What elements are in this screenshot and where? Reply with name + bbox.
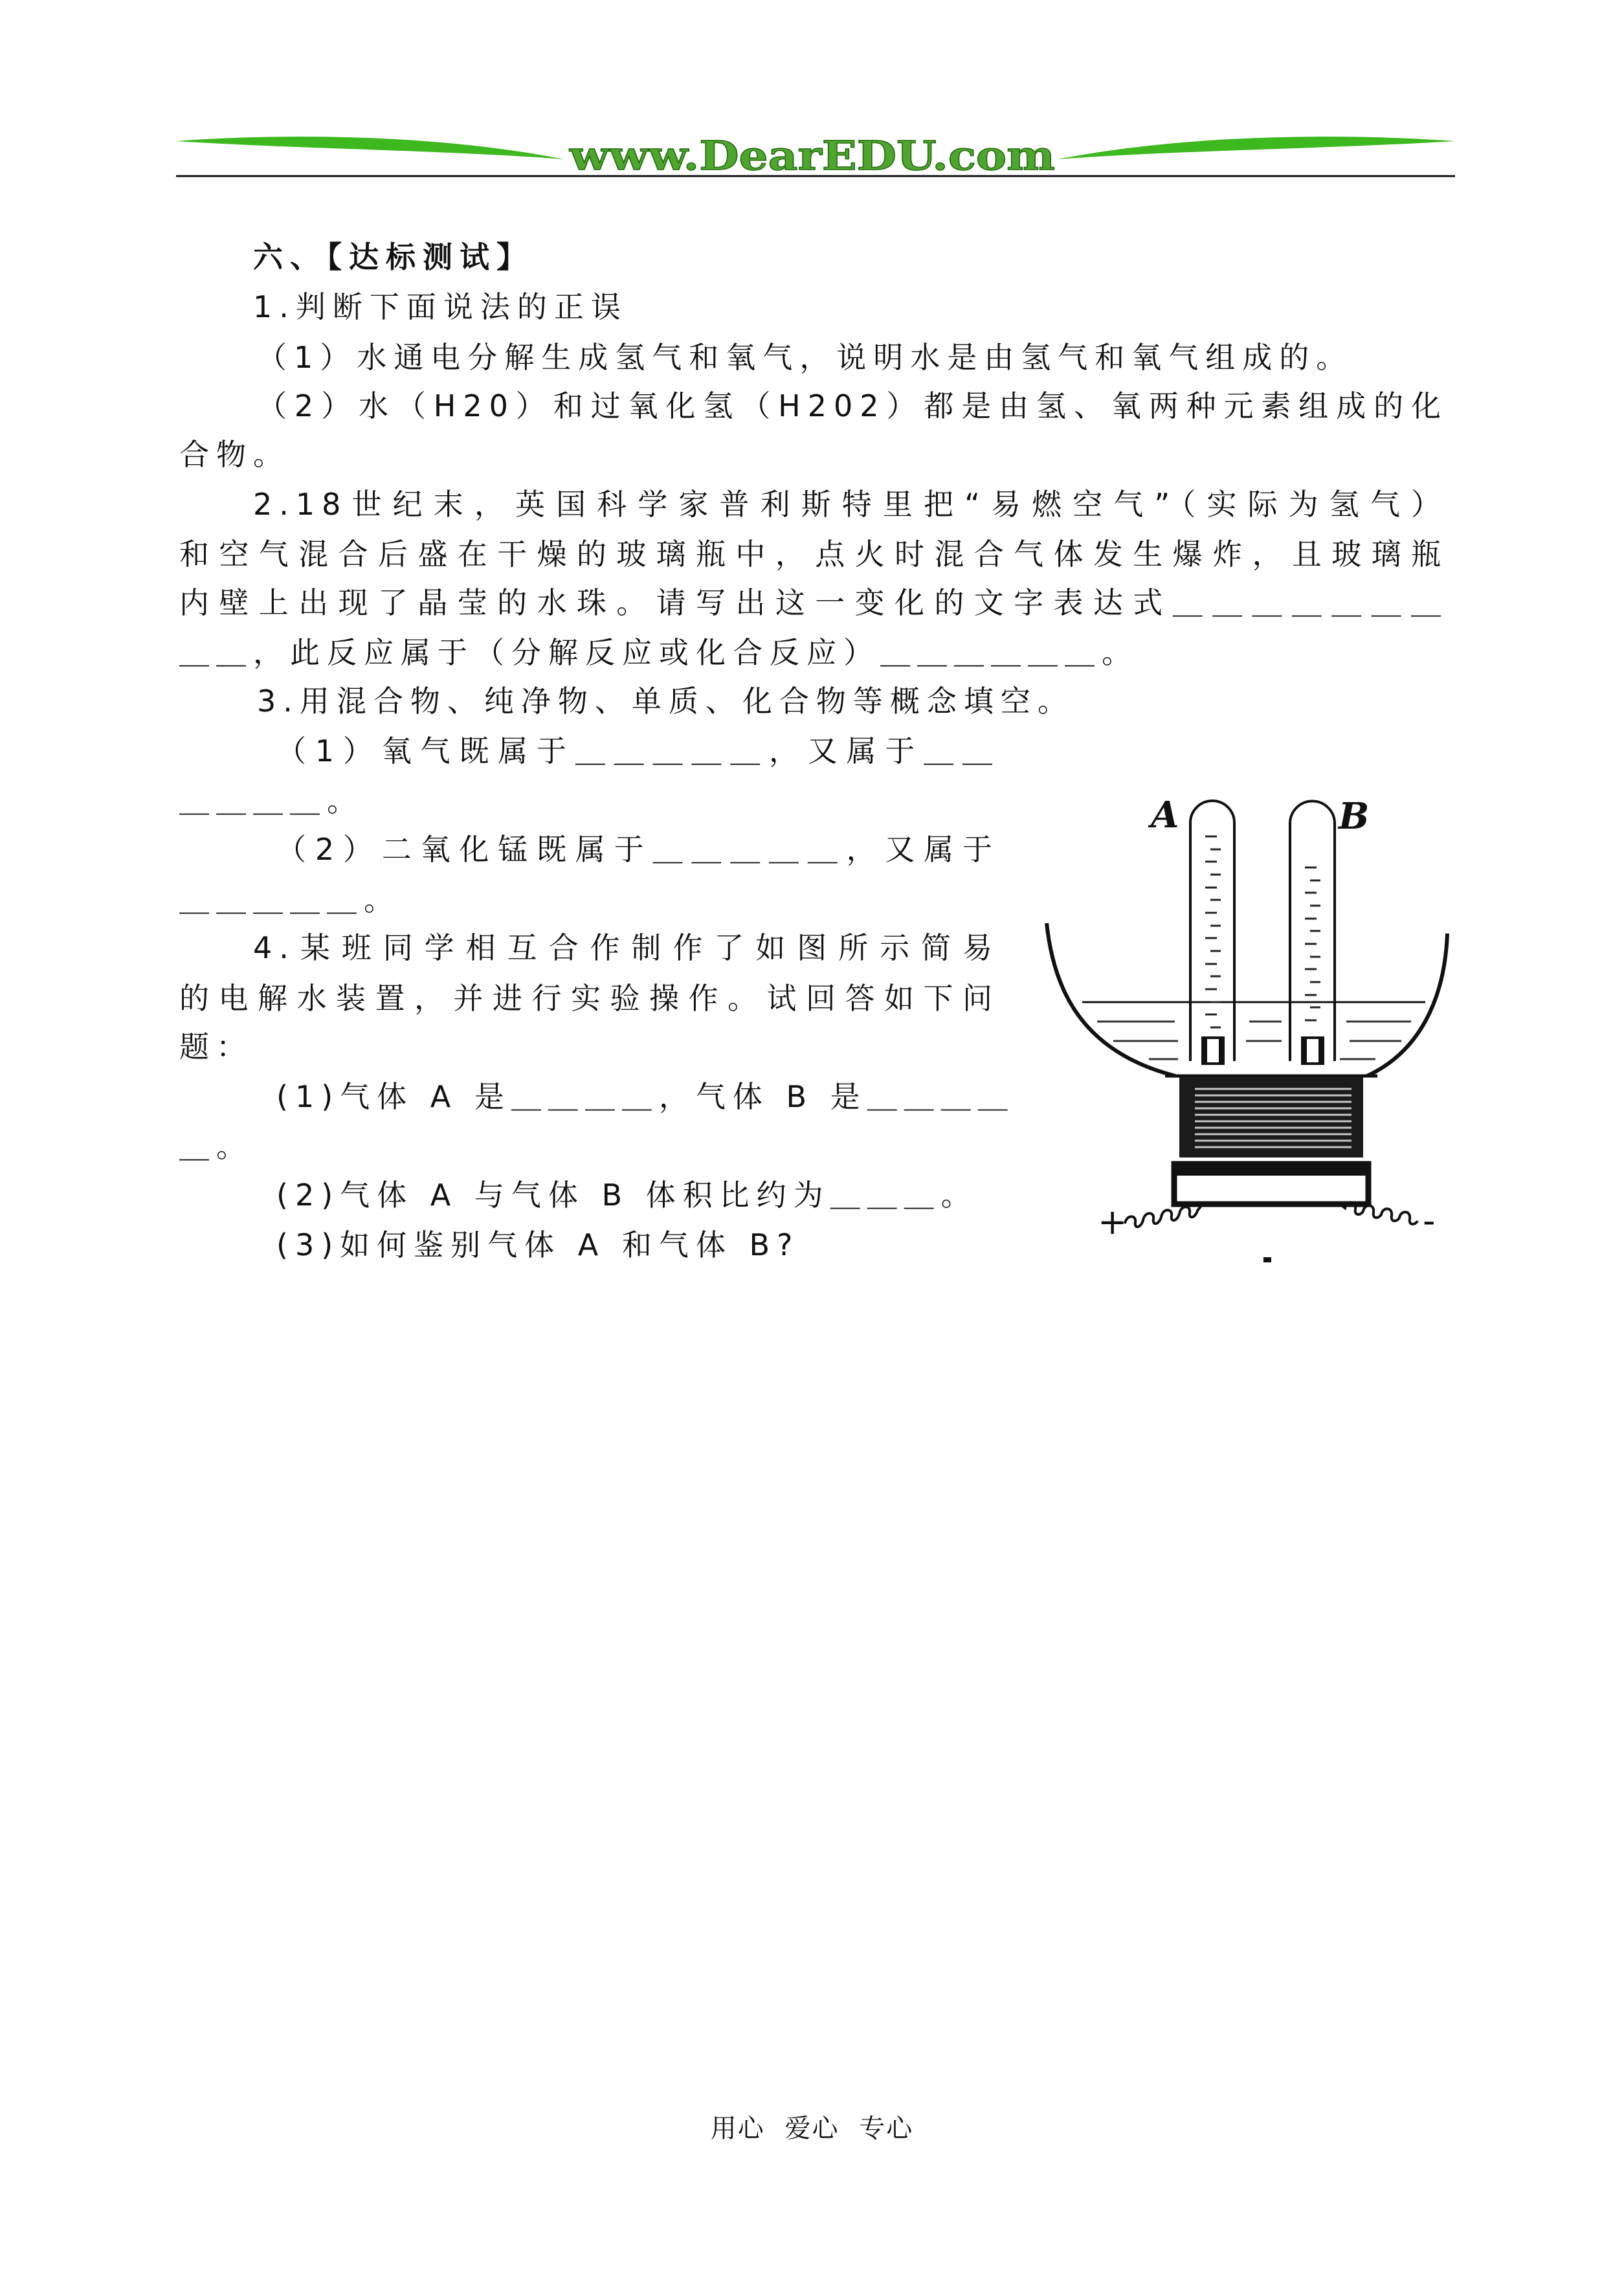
q1-item-1: （1）水通电分解生成氢气和氧气，说明水是由氢气和氧气组成的。	[257, 340, 1353, 375]
trough	[1047, 923, 1447, 1076]
trough-left-wall	[1047, 923, 1175, 1076]
electrode-b-plate-right	[1318, 1038, 1323, 1064]
test-tube-b	[1290, 795, 1369, 1064]
q4-stem-line-3: 题：	[179, 1029, 253, 1064]
water-ripples	[1097, 1022, 1411, 1059]
q4-stem-line-2: 的电解水装置，并进行实验操作。试回答如下问	[179, 981, 999, 1016]
test-tube-a	[1148, 794, 1234, 1064]
electrode-a-plate-left	[1203, 1038, 1207, 1064]
q4-item-1: (1)气体 A 是＿＿＿＿，气体 B 是＿＿＿＿	[276, 1079, 1015, 1114]
apparatus-base	[1174, 1077, 1368, 1204]
q3-stem: 3.用混合物、纯净物、单质、化合物等概念填空。	[257, 684, 1074, 719]
negative-terminal-sign: -	[1423, 1200, 1436, 1241]
q3-item-2: （2）二氧化锰既属于＿＿＿＿＿，又属于	[276, 832, 999, 867]
electrode-b-plate-left	[1302, 1038, 1307, 1064]
page-footer: 用心 爱心 专心	[710, 2114, 914, 2143]
q4-item-1-continued: ＿。	[179, 1129, 253, 1164]
positive-terminal-sign: +	[1098, 1202, 1128, 1242]
electrolysis-apparatus-figure	[1036, 777, 1463, 1282]
q1-item-2-continued: 合物。	[179, 437, 290, 472]
site-logo-text: www.DearEDU.com	[568, 132, 1055, 179]
positive-wire-coil	[1125, 1204, 1203, 1227]
section-title: 六、【达标测试】	[253, 240, 533, 274]
tube-b-label: B	[1339, 795, 1370, 838]
q3-item-1-continued: ＿＿＿＿。	[179, 783, 364, 818]
electrode-a-plate-right	[1219, 1038, 1223, 1064]
tube-a-outline	[1190, 801, 1234, 1061]
q4-item-3: (3)如何鉴别气体 A 和气体 B?	[276, 1227, 800, 1262]
trough-right-wall	[1367, 934, 1447, 1076]
q3-item-1: （1）氧气既属于＿＿＿＿＿，又属于＿＿	[276, 733, 999, 768]
q2-stem-line-1: 2.18世纪末，英国科学家普利斯特里把“易燃空气”（实际为氢气）	[253, 487, 1448, 522]
tube-a-label: A	[1151, 794, 1179, 836]
q1-item-2: （2）水（H20）和过氧化氢（H202）都是由氢、氧两种元素组成的化	[257, 388, 1448, 423]
tube-b-water-marks	[1305, 867, 1320, 1020]
site-banner	[168, 123, 1463, 188]
base-lower-band	[1174, 1164, 1368, 1176]
banner-swoosh-left	[176, 137, 564, 159]
q2-stem-line-2: 和空气混合后盛在干燥的玻璃瓶中，点火时混合气体发生爆炸，且玻璃瓶	[179, 537, 1448, 572]
q3-item-2-continued: ＿＿＿＿＿。	[179, 882, 401, 917]
q1-stem: 1.判断下面说法的正误	[253, 289, 628, 324]
q4-stem-line-1: 4.某班同学相互合作制作了如图所示简易	[253, 930, 999, 965]
tube-a-water-marks	[1205, 836, 1221, 1027]
banner-swoosh-right	[1058, 137, 1455, 159]
q2-stem-line-4: ＿＿，此反应属于（分解反应或化合反应）＿＿＿＿＿＿。	[179, 635, 1139, 670]
figure-mark	[1263, 1257, 1271, 1262]
q2-stem-line-3: 内壁上出现了晶莹的水珠。请写出这一变化的文字表达式＿＿＿＿＿＿＿	[179, 585, 1448, 620]
q4-item-2: (2)气体 A 与气体 B 体积比约为＿＿＿。	[276, 1178, 978, 1213]
